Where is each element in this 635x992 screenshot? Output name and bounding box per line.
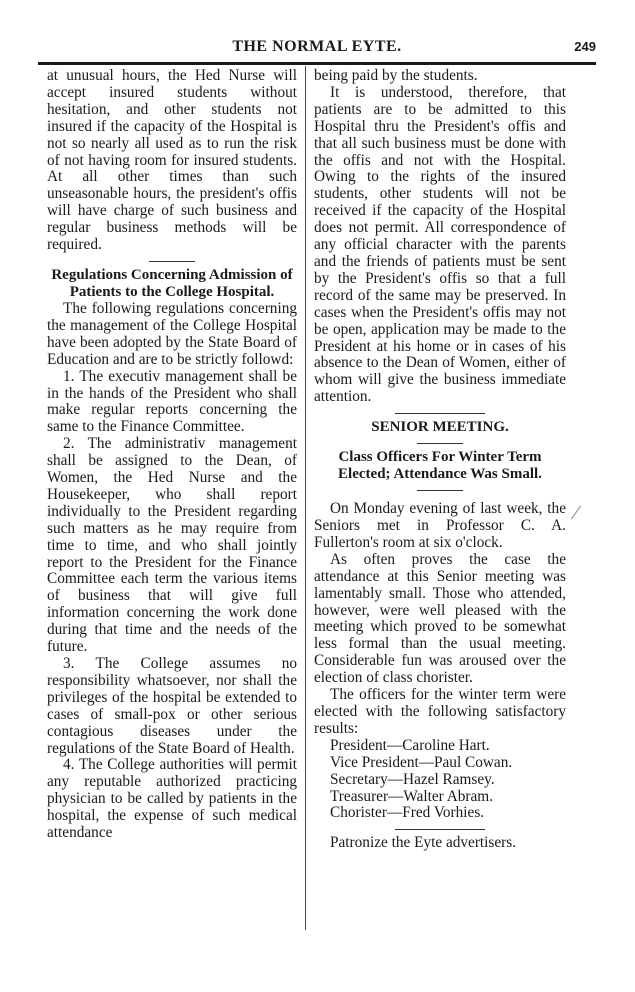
rule-item: 2. The administrativ management shall be assigned to the Dean, of Women, the Hed Nurse and the Housekeeper, who shall report individually to the President regarding such matters as he may require from time to time, and who shall jointly report to the President for the Finance Committee each term the various items of business that will give full information concerning the work done during that time and the needs of the future. [47, 435, 297, 656]
page-number: 249 [574, 39, 596, 54]
continued-paragraph: at unusual hours, the Hed Nurse will accept insured students without hesitation, and other students not insured if the capacity of the Hospital is not so nearly all used as to run the risk of not having room for insured students. At all other times than such unseasonable hours, the president's offis will have charge of such business and regular business methods will be required. [47, 67, 297, 254]
pencil-mark [571, 506, 581, 520]
paragraph: On Monday evening of last week, the Seniors met in Professor C. A. Fullerton's room at six o'clock. [314, 500, 566, 551]
right-column [314, 68, 566, 852]
header-rule [38, 62, 596, 65]
article-heading: Regulations Concerning Admission of Patients to the College Hospital. [51, 266, 293, 300]
left-column [47, 68, 297, 842]
subheading: Class Officers For Winter Term Elected; Attendance Was Small. [338, 449, 542, 483]
rule-item: 4. The College authorities will permit any reputable authorized practicing physician to be called by patients in the hospital, the expense of such medical attendance [47, 756, 297, 842]
separator [417, 490, 463, 491]
separator [417, 443, 463, 444]
separator [395, 829, 485, 830]
paragraph: It is understood, therefore, that patients are to be admitted to this Hospital thru the President's offis and that all such business must be done with the offis and not with the Hospital. Owing to the rights of the insured students, other students will not be received if the capacity of the Hospital does not permit. All correspondence of any official character with the parents and the friends of patients must be sent by the President's offis so that a full record of the same may be preserved. In cases when the President's offis may not be open, application may be made to the President at his home or in cases of his absence to the Dean of Women, either of whom will give the business immediate attention. [314, 83, 566, 406]
separator [395, 413, 485, 414]
section-heading: SENIOR MEETING. [371, 419, 509, 436]
intro-paragraph: The following regulations concerning the management of the College Hospital have been adopted by the State Board of Education and are to be strictly followd: [47, 299, 297, 368]
continued-paragraph: being paid by the students. [314, 67, 478, 84]
paragraph: The officers for the winter term were elected with the following satisfactory results: [314, 686, 566, 737]
officer-entry: Treasurer—Walter Abram. [330, 787, 494, 805]
page-header [38, 30, 596, 66]
officer-entry: Chorister—Fred Vorhies. [330, 804, 485, 822]
footer-note: Patronize the Eyte advertisers. [330, 834, 517, 852]
publication-title: THE NORMAL EYTE. [232, 38, 402, 55]
rule-item: 1. The executiv management shall be in the hands of the President who shall make regular reports concerning the same to the Finance Committee. [47, 367, 297, 436]
paragraph: As often proves the case the attendance at this Senior meeting was lamentably small. Those who attended, however, were well pleased with the meeting which proved to be somewhat less formal than the usual meeting. Considerable fun was aroused over the election of class chorister. [314, 550, 566, 687]
officer-entry: Secretary—Hazel Ramsey. [330, 770, 495, 788]
rule-item: 3. The College assumes no responsibility whatsoever, nor shall the privileges of the hospital be extended to cases of small-pox or other serious contagious diseases under the regulations of the State Board of Health. [47, 655, 297, 757]
column-divider [305, 66, 306, 930]
officer-entry: President—Caroline Hart. [330, 736, 490, 754]
separator [149, 261, 195, 262]
officer-entry: Vice President—Paul Cowan. [330, 753, 513, 771]
